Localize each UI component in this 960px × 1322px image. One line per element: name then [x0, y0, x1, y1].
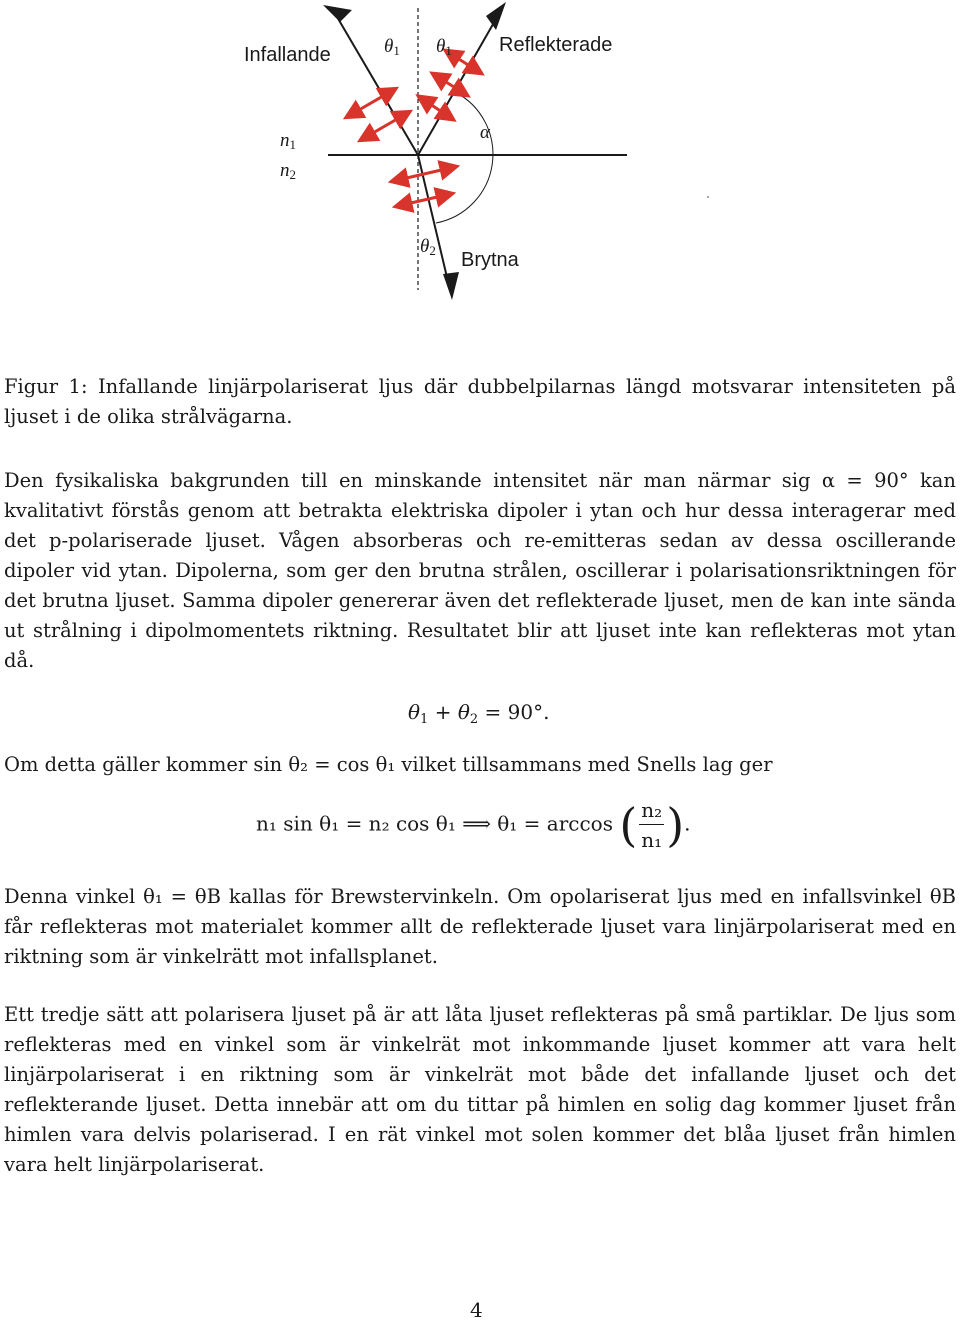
right-paren: ) [666, 798, 685, 852]
refracted-label: Brytna [461, 249, 519, 271]
equation-brewster-tail: . [684, 811, 691, 836]
theta1-left-label: $\theta_1$ [384, 36, 400, 58]
fraction-numerator: n₂ [639, 798, 664, 825]
fraction [639, 798, 664, 852]
incident-arrowhead [323, 5, 352, 22]
stray-dot [707, 196, 709, 198]
refracted-dipole-arrow [402, 195, 446, 205]
equation-brewster-lhs: n₁ sin θ₁ = n₂ cos θ₁ ⟹ θ₁ = arccos [256, 811, 613, 836]
snell-intro: Om detta gäller kommer sin θ₂ = cos θ₁ vilket tillsammans med Snells lag ger [4, 753, 773, 776]
page-number: 4 [470, 1298, 483, 1322]
n1-label: $n_1$ [280, 130, 296, 152]
incident-ray [333, 10, 418, 155]
incident-dipole-arrow [366, 115, 404, 137]
paragraph-2: Denna vinkel θ₁ = θB kallas för Brewstervinkeln. Om opolariserat ljus med en infallsvinkel θB får reflekteras mot materialet kommer allt de reflekterade ljuset vara linjärpolariserat med en riktning som är vinkelrätt mot infallsplanet. [4, 885, 956, 968]
paragraph-1: Den fysikaliska bakgrunden till en minskande intensitet när man närmar sig α = 90° kan kvalitativt förstås genom att betrakta elektriska dipoler i ytan och hur dessa interagerar med det p-polariserade ljuset. Vågen absorberas och re-emitteras sedan av dessa oscillerande dipoler vid ytan. Dipolerna, som ger den brutna strålen, oscillerar i polarisationsriktningen för det brutna ljuset. Samma dipoler genererar även det reflekterade ljuset, men de kan inte sända ut strålning i dipolmomentets riktning. Resultatet blir att ljuset inte kan reflekteras mot ytan då. [4, 469, 956, 672]
equation-brewster [256, 798, 691, 852]
alpha-label: α [480, 122, 490, 143]
reflected-arrowhead [486, 2, 506, 30]
figure-caption: Figur 1: Infallande linjärpolariserat ljus där dubbelpilarnas längd motsvarar intensiteten på ljuset i de olika strålvägarna. [4, 375, 956, 428]
incident-label: Infallande [244, 44, 331, 66]
theta1-right-label: $\theta_1$ [436, 36, 452, 58]
alpha-arc [436, 92, 493, 223]
refraction-figure [0, 0, 960, 310]
n2-label: $n_2$ [280, 160, 296, 182]
incident-dipole-arrow [352, 92, 390, 114]
theta2-label: $\theta_2$ [420, 236, 436, 258]
equation-sum: $\theta_1 + \theta_2 = 90^\circ$. [408, 700, 550, 727]
paragraph-3: Ett tredje sätt att polarisera ljuset på är att låta ljuset reflekteras på små partiklar. De ljus som reflekteras med en vinkel som är vinkelrät mot inkommande ljuset kommer att vara helt linjärpolariserat i en riktning som är vinkelrät mot både det infallande ljuset och det reflekterande ljuset. Detta innebär att om du tittar på himlen en solig dag kommer ljuset från himlen vara delvis polariserad. I en rät vinkel mot solen kommer det blåa ljuset från himlen vara helt linjärpolariserat. [4, 1003, 956, 1176]
refracted-arrowhead [443, 272, 459, 300]
left-paren: ( [619, 798, 638, 852]
fraction-denominator: n₁ [641, 828, 663, 852]
reflected-label: Reflekterade [499, 34, 613, 56]
